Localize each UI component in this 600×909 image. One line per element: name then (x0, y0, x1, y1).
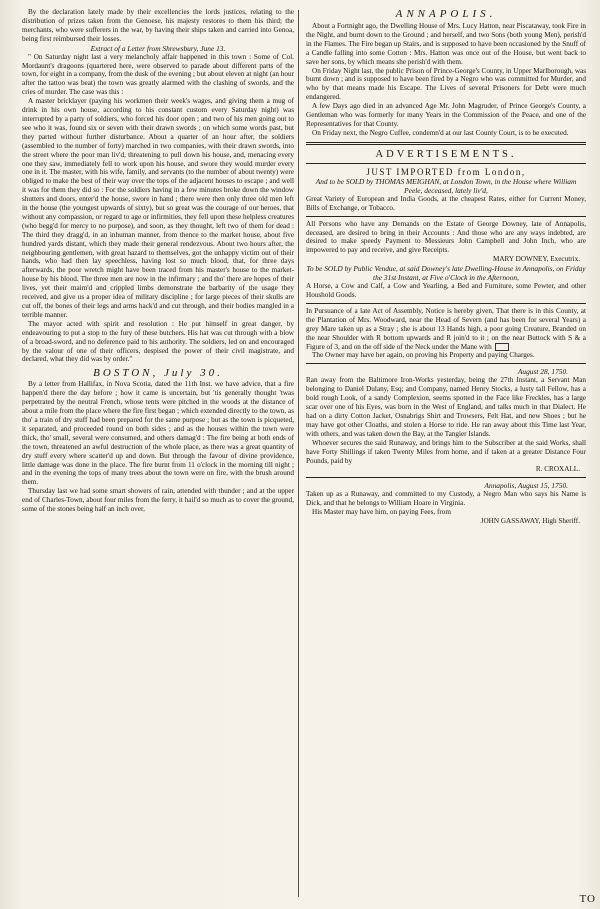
shrewsbury-extract-title: Extract of a Letter from Shrewsbury, June 13. (90, 43, 226, 53)
runaway-servant-body: Ran away from the Baltimore Iron-Works yesterday, being the 27th Instant, a Servant Man belonging to Daniel Dulany, Esq; and Company, named Henry Stocks, a lusty tall Fellow, has a bold rough Look, of a sandy Complexion, seems spotted in the Face like Freckles, has a large scar over one of his Eyes, was born in the West of England, and talks much in that Dialect. He had on a dirty Cotton Jacket, Osnabrigs Shirt and Trowsers, Felt Hat, and new Shoes ; but he may have got other Cloaths, and stolen a Horse to ride. He ran away about this Time last Year, with others, and was taken down the Bay, at the Tangier Islands. (306, 376, 586, 438)
advertisement-stray-mare (306, 307, 586, 360)
stray-mare-body (306, 307, 586, 352)
ad-divider (306, 477, 586, 478)
runaway-negro-tail: His Master may have him, on paying Fees, from (312, 508, 451, 517)
advertisement-runaway-negro (306, 481, 586, 526)
ad-divider (306, 216, 586, 217)
brand-mark-icon (495, 343, 509, 351)
downey-estate-body: All Persons who have any Demands on the Estate of George Downey, late of Annapolis, deceased, are desired to bring in their Accounts : And those who are any ways indebted, are desired to make speedy Payment to Messieurs John Campbell and John Inch, who are impowered to pay and receive, and give Receipts. (306, 219, 586, 255)
annapolis-obituary-paragraph: A few Days ago died in an advanced Age Mr. John Magruder, of Prince George's County, a Gentleman who was formerly for many Years in the Commission of the Peace, and one of the Representatives for that County. (306, 102, 586, 128)
section-divider (306, 142, 586, 145)
advertisements-heading: ADVERTISEMENTS. (375, 148, 517, 160)
imported-goods-heading: JUST IMPORTED from London, (366, 166, 526, 177)
genoese-prizes-paragraph: By the declaration lately made by their excellencies the lords justices, relating to the distribution of prizes taken from the Genoese, his majesty restores to them his third; the merchants, who were sufferers in the war, by having their ships taken and carried into Genoa, being first reimbursed their losses. (22, 8, 294, 43)
shrewsbury-paragraph-3: The mayor acted with spirit and resolution : He put himself in great danger, by endeavouring to put a stop to the fury of these butchers. His hat was cut through with a blow of a broad-sword, and no deference paid to his authority. The soldiers, led on and encouraged by the valour of one of their officers, despised the power of their civil magistrate, and declared, what they did was by order." (22, 319, 294, 364)
left-column (22, 8, 294, 899)
boston-paragraph-2: Thursday last we had some smart showers of rain, attended with thunder ; and at the upper end of Charles-Town, about four miles from the ferry, it hail'd so much as to cover the ground, some of the stones being half an inch over, (22, 487, 294, 514)
runaway-servant-date: August 28, 1750. (517, 367, 568, 377)
advertisement-runaway-servant (306, 367, 586, 474)
annapolis-fire-paragraph: About a Fortnight ago, the Dwelling House of Mrs. Lucy Hatton, near Piscataway, took Fire in the Night, and burnt down to the Ground ; and herself, and two Sons (both young Men), perish'd in the Flames. The Fire began up Stairs, and is supposed to have been occasioned by the Snuff of a Candle falling into some Cotton : Mrs. Hatton was once out of the House, but went back to save her sons, by which means she perish'd with them. (306, 22, 586, 66)
runaway-servant-signature: R. CROXALL. (535, 465, 580, 474)
boston-dateline: BOSTON, July 30. (93, 367, 223, 380)
runaway-servant-reward: Whoever secures the said Runaway, and brings him to the Subscriber at the said Works, shall have Forty Shillings if taken Twenty Miles from home, and if taken at a greater Distance Four Pounds, paid by (306, 438, 586, 465)
imported-goods-body: Great Variety of European and India Goods, at the cheapest Rates, either for Current Money, Bills of Exchange, or Tobacco. (306, 194, 586, 212)
shrewsbury-paragraph-1: " On Saturday night last a very melancholy affair happened in this town : Some of Col. Mordaunt's dragoons (quartered here, were observed to parade about different parts of the town, for eight in a company, from the dusk of the evening ; but about eleven at night (an hour after the tattoo was beat) the town was greatly alarmed with the clashing of swords, and the cries of murder. The case was this : (22, 52, 294, 97)
shrewsbury-paragraph-2: A master bricklayer (paying his workmen their week's wages, and giving them a mug of drink in his own house, according to his constant custom every Saturday night) was interrupted by a party of soldiers, who forced his door open ; and two of his men going out to see who it was, found six or seven with their drawn swords ; on which some words past, but they parted without further disturbance. About a quarter of an hour after, the soldiers (assembled to the number of forty) marched in two companies, with their drawn swords, into the street where the poor man liv'd, threatening to pull down his house, and, menacing every one they saw, immediately fell to work upon his house, and swore they would murder every one in it. The master, with his wife, family, and servants (to the number of about twenty) were obliged to make the best of their way over the tops of the adjacent houses to escape ; and well it was for them they did so : For the soldiers having in a few minutes broke down the window shutters and doors, enter'd the house, swore in hand ; there were then only three old men left in the house (the youngest upwards of sixty), but so great was the courage of our heroes, that without any compassion, or regard to age or infirmities, they fell upon these helpless creatures (who begg'd for mercy to no purpose), and soon, as they thought, left two of them for dead : The third they dragg'd, in an inhuman manner, from thence to the market house, about five hundred yards distant, which they made their general rendezvous. About two hours after, the neighbouring gentlemen, with great hazard to themselves, got the unhappy victim out of their hands, who had then lay speechless, having lost so much blood, that, for three days afterwards, the poor wretch might have been traced from his master's house to the market-house by his blood. The three men are now in the infirmary ; and tho' there are hopes of their lives, yet their maim'd and crippled limbs demonstrate the barbarity of the usage they received, and give us a proper idea of military discipline ; for large pieces of their skulls are cut off, the bones of their legs and arms hack'd and cut through, and their bodies mangled in a terrible manner. (22, 97, 294, 319)
vendue-heading: To be SOLD by Public Vendue, at said Downey's late Dwelling-House in Annapolis, on Friday the 31st Instant, at Five o'Clock in the Afternoon, (306, 264, 586, 283)
advertisement-downey-estate (306, 220, 586, 300)
runaway-negro-date: Annapolis, August 15, 1750. (484, 481, 568, 491)
right-column (306, 8, 586, 899)
ads-divider (306, 163, 586, 164)
column-divider (298, 10, 299, 897)
downey-estate-signature: MARY DOWNEY, Executrix. (492, 255, 580, 264)
runaway-negro-body: Taken up as a Runaway, and committed to my Custody, a Negro Man who says his Name is Dick, and that he belongs to William Hoare in Virginia. (306, 490, 586, 508)
vendue-body: A Horse, a Cow and Calf, a Cow and Yearling, a Bed and Furniture, some Pewter, and other Houshold Goods. (306, 282, 586, 300)
annapolis-masthead: ANNAPOLIS. (395, 8, 497, 20)
boston-paragraph-1: By a letter from Hallifax, in Nova Scotia, dated the 11th Inst. we have advice, that a fire happen'd there the day before ; how it came is uncertain, but 'tis generally thought 'twas perpetrated by the neutral French, whose tents were pitched in the woods at the distance of about a mile from the place where the fire first began ; which extended directly to the town, as tho' a train of dry stuff had been prepared for the same purpose ; but as the town is picqueted, it separated, and proceeded round on both sides ; and as the houses within the town were thick, tho' small, several were consumed, and others damag'd : The fire being at both ends of the town, threatened an awful destruction of the whole place, as there was a great quantity of dry stuff every where scatter'd up and down. But through the favour of divine providence, little damage was done in the place. The fire burnt from 11 o'clock in the morning till night ; and in the evening the tops of many trees about the town were on fire, with the brush around them. (22, 380, 294, 487)
stray-mare-text: In Pursuance of a late Act of Assembly, Notice is hereby given, That there is in this County, at the Plantation of Mrs. Woodward, near the Head of Severn (and has been for several Years) a grey Mare taken up as a Stray ; she is about 13 Hands high, a poor going Creature, Branded on the near Shoulder with R bottom upwards and R join'd to it ; on the near Buttock with S & a Figure of 3, and on the off side of the Neck under the Mane with (306, 306, 586, 351)
annapolis-execution-paragraph: On Friday next, the Negro Cuffee, condemn'd at our last County Court, is to be executed. (312, 128, 569, 137)
stray-mare-tail: The Owner may have her again, on proving his Property and paying Charges. (312, 351, 535, 360)
annapolis-prison-paragraph: On Friday Night last, the public Prison of Prince-George's County, in Upper Marlborough, was burnt down ; and is supposed to have been fired by a Negro who was committed for Murder, and who by that means made his Escape. The Lives of several Prisoners for Debt were much endangered. (306, 66, 586, 102)
advertisement-imported-goods (306, 167, 586, 213)
imported-goods-subheading: And to be SOLD by THOMAS MEIGHAN, at London Town, in the House where William Peele, deceased, lately liv'd, (315, 176, 577, 195)
ad-divider (306, 303, 586, 304)
catchword: TO (579, 893, 596, 905)
runaway-negro-signature: JOHN GASSAWAY, High Sheriff. (480, 517, 580, 526)
ad-divider (306, 363, 586, 364)
